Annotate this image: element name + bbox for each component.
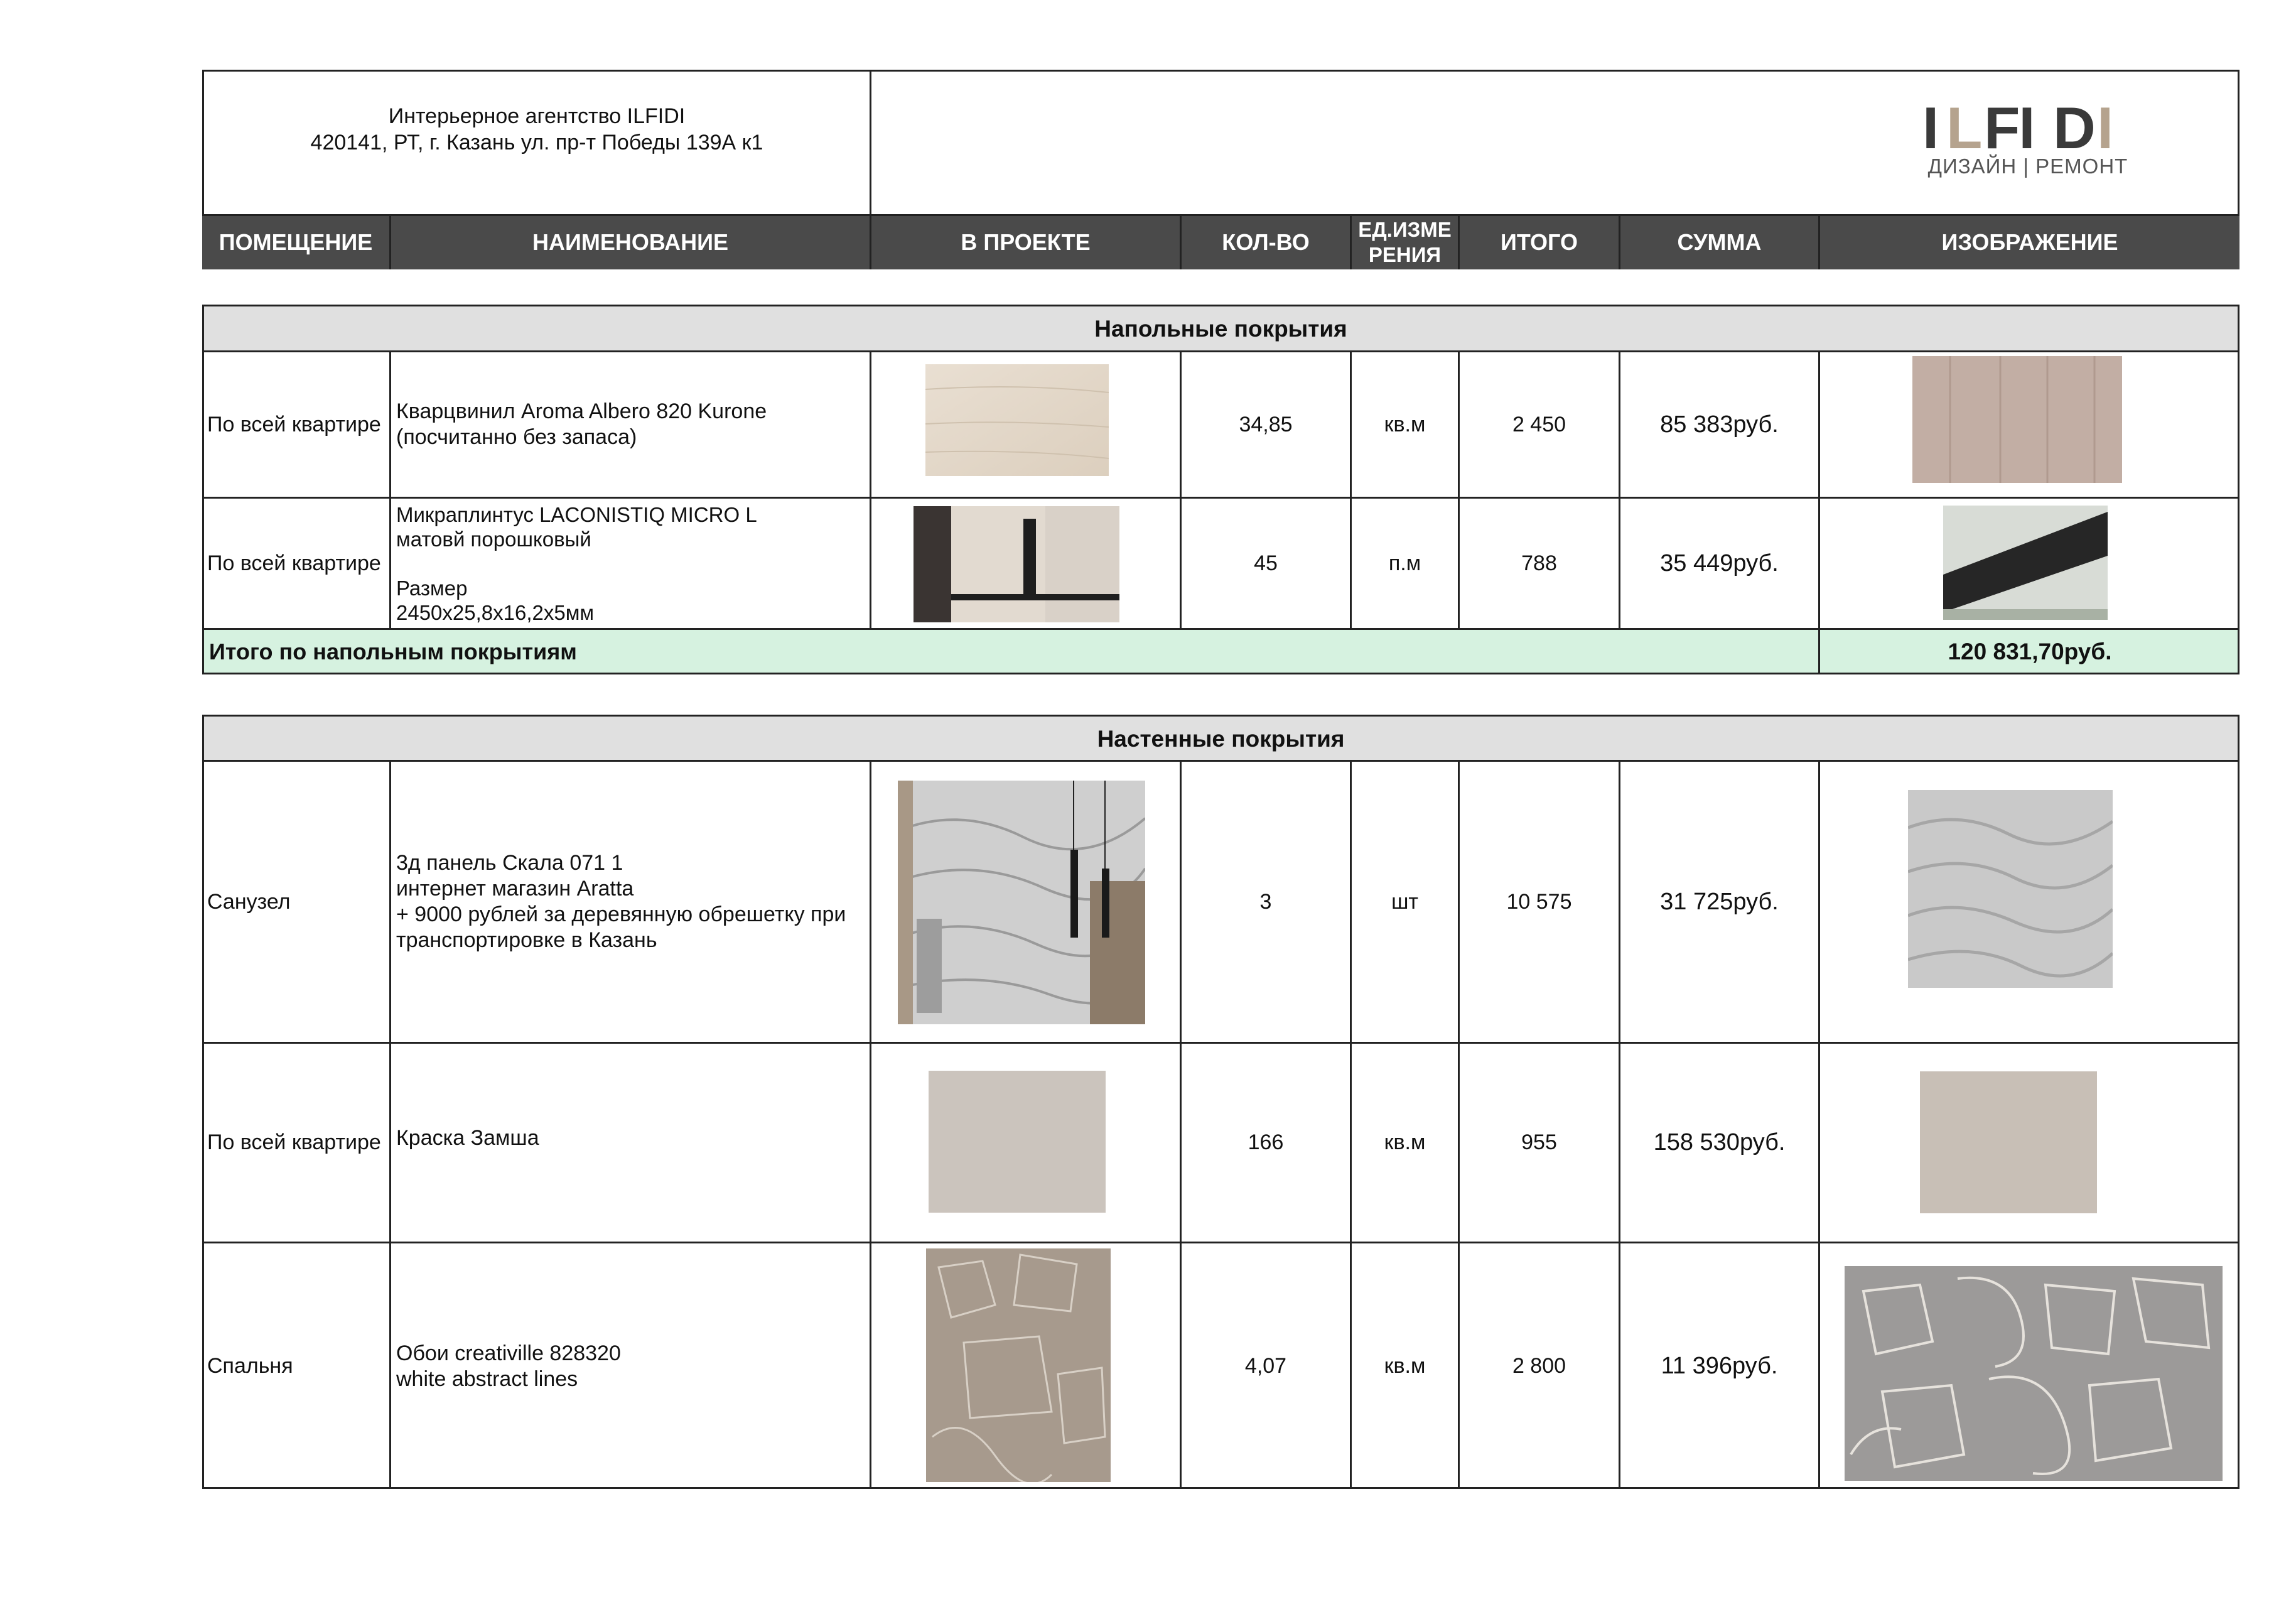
wall-row2-price: 955	[1521, 1130, 1557, 1154]
floor-row2-unit: п.м	[1388, 551, 1421, 575]
wall-row1-sum: 31 725руб.	[1660, 888, 1779, 915]
col-sum: СУММА	[1677, 229, 1762, 255]
floor-row2-room: По всей квартире	[207, 551, 381, 575]
svg-text:FI: FI	[1984, 99, 2034, 161]
svg-text:I: I	[1922, 99, 1938, 161]
svg-text:I: I	[2097, 99, 2113, 161]
wall-row3-room: Спальня	[207, 1354, 293, 1378]
wall-row3-name: Обои creativille 828320 white abstract lines	[396, 1341, 621, 1391]
floor-row2-sum: 35 449руб.	[1660, 549, 1779, 577]
wall-row3-price: 2 800	[1512, 1354, 1566, 1378]
col-qty: КОЛ-ВО	[1222, 229, 1310, 255]
wall-row2-project-image	[929, 1071, 1106, 1213]
company-logo	[1921, 99, 2135, 181]
wall-section-title: Настенные покрытия	[1097, 725, 1345, 752]
wall-row3-project-image	[926, 1248, 1111, 1482]
agency-name: Интерьерное агентство ILFIDI	[388, 104, 686, 128]
floor-total-value: 120 831,70руб.	[1948, 638, 2112, 664]
floor-row1-price: 2 450	[1512, 412, 1566, 436]
floor-row2-price: 788	[1521, 551, 1557, 575]
agency-info	[204, 100, 870, 158]
col-project: В ПРОЕКТЕ	[961, 229, 1091, 255]
wall-row1-project-image	[898, 781, 1145, 1024]
floor-row2-product-image	[1943, 506, 2108, 620]
col-unit: ЕД.ИЗМЕ РЕНИЯ	[1358, 218, 1452, 266]
wall-row1-qty: 3	[1259, 889, 1272, 914]
wall-row2-sum: 158 530руб.	[1653, 1129, 1786, 1156]
floor-row1-room: По всей квартире	[207, 412, 381, 436]
svg-text:L: L	[1946, 99, 1981, 161]
svg-text:D: D	[2053, 99, 2094, 161]
col-price: ИТОГО	[1501, 229, 1578, 255]
floor-row1-sum: 85 383руб.	[1660, 411, 1779, 438]
wall-row1-name: 3д панель Скала 071 1 интернет магазин Aratta + 9000 рублей за деревянную обрешетку при транспортировке в Казань	[396, 851, 846, 952]
wall-row2-unit: кв.м	[1384, 1130, 1426, 1154]
floor-total-label: Итого по напольным покрытиям	[209, 638, 577, 664]
wall-row3-qty: 4,07	[1244, 1354, 1287, 1378]
wall-row2-name: Краска Замша	[396, 1126, 539, 1150]
wall-row2-qty: 166	[1248, 1130, 1284, 1154]
floor-row2-qty: 45	[1254, 551, 1278, 575]
wall-row2-product-image	[1920, 1071, 2097, 1213]
floor-row1-project-image	[925, 364, 1109, 476]
floor-row1-unit: кв.м	[1384, 412, 1426, 436]
col-room: ПОМЕЩЕНИЕ	[218, 229, 373, 255]
wall-row2-room: По всей квартире	[207, 1130, 381, 1154]
floor-row2-project-image	[914, 506, 1119, 622]
floor-row1-product-image	[1912, 356, 2122, 483]
floor-row1-name: Кварцвинил Aroma Albero 820 Kurone (посчитанно без запаса)	[396, 399, 767, 449]
wall-row1-price: 10 575	[1506, 889, 1572, 914]
wall-row1-product-image	[1908, 790, 2113, 988]
logo-subtitle: ДИЗАЙН | РЕМОНТ	[1927, 154, 2128, 178]
col-name: НАИМЕНОВАНИЕ	[532, 229, 728, 255]
wall-row1-unit: шт	[1391, 889, 1418, 914]
col-image: ИЗОБРАЖЕНИЕ	[1941, 229, 2118, 255]
wall-row3-product-image	[1845, 1266, 2223, 1481]
floor-row2-name: Микраплинтус LACONISTIQ MICRO L матовй порошковый Размер 2450x25,8x16,2x5мм	[396, 502, 757, 624]
agency-address: 420141, РТ, г. Казань ул. пр-т Победы 139А к1	[310, 131, 763, 154]
wall-row3-sum: 11 396руб.	[1661, 1353, 1778, 1379]
floor-section-title: Напольные покрытия	[1094, 316, 1347, 342]
wall-row1-room: Санузел	[207, 889, 291, 914]
floor-row1-qty: 34,85	[1239, 412, 1293, 436]
wall-row3-unit: кв.м	[1384, 1354, 1426, 1378]
